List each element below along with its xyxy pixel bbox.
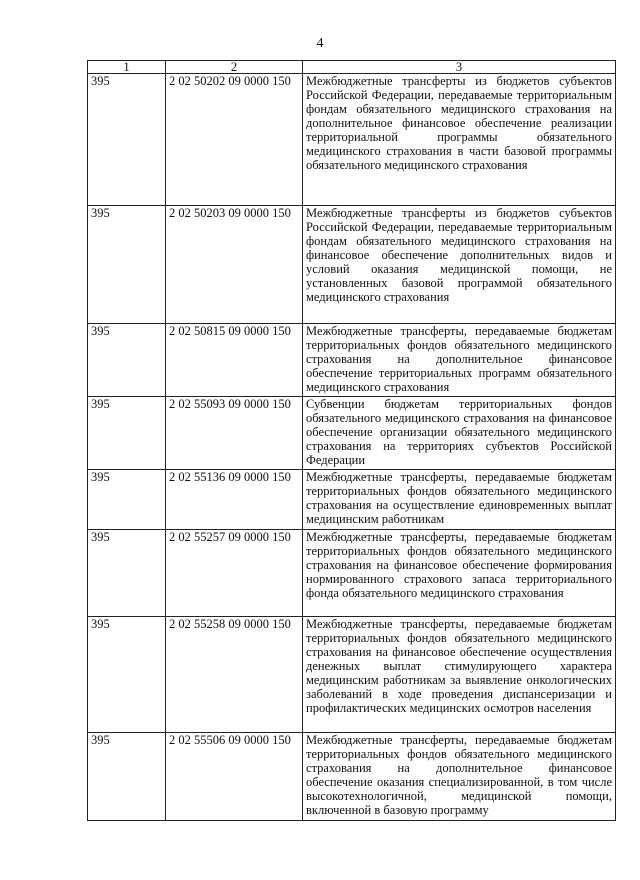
budget-code-cell: 2 02 50815 09 0000 150 bbox=[166, 324, 303, 397]
description-cell: Межбюджетные трансферты, передаваемые бюджетам территориальных фондов обязательного медицинского страхования на осуществление единовременных выплат медицинским работникам bbox=[303, 470, 616, 530]
budget-code-cell: 2 02 55506 09 0000 150 bbox=[166, 733, 303, 821]
table-row bbox=[88, 470, 616, 530]
description-cell: Межбюджетные трансферты, передаваемые бюджетам территориальных фондов обязательного медицинского страхования на дополнительное финансовое обеспечение территориальных программ обязательного медицинского страхования bbox=[303, 324, 616, 397]
budget-classification-table bbox=[87, 60, 616, 821]
budget-code-cell: 2 02 55258 09 0000 150 bbox=[166, 617, 303, 733]
admin-code-cell: 395 bbox=[88, 470, 166, 530]
table-row bbox=[88, 733, 616, 821]
budget-code-cell: 2 02 55093 09 0000 150 bbox=[166, 397, 303, 470]
description-cell: Межбюджетные трансферты из бюджетов субъектов Российской Федерации, передаваемые территориальным фондам обязательного медицинского страхования на дополнительное финансовое обеспечение реализации территориальной программы обязательного медицинского страхования в части базовой программы обязательного медицинского страхования bbox=[303, 74, 616, 206]
budget-code-cell: 2 02 50202 09 0000 150 bbox=[166, 74, 303, 206]
budget-code-cell: 2 02 55257 09 0000 150 bbox=[166, 530, 303, 617]
description-cell: Межбюджетные трансферты, передаваемые бюджетам территориальных фондов обязательного медицинского страхования на финансовое обеспечение осуществления денежных выплат стимулирующего характера медицинским работникам за выявление онкологических заболеваний в ходе проведения диспансеризации и профилактических медицинских осмотров населения bbox=[303, 617, 616, 733]
table-row bbox=[88, 397, 616, 470]
admin-code-cell: 395 bbox=[88, 617, 166, 733]
column-header-3: 3 bbox=[303, 61, 616, 74]
table-row bbox=[88, 530, 616, 617]
description-cell: Субвенции бюджетам территориальных фондов обязательного медицинского страхования на финансовое обеспечение организации обязательного медицинского страхования на территориях субъектов Российской Федерации bbox=[303, 397, 616, 470]
page-number: 4 bbox=[316, 36, 324, 51]
budget-code-cell: 2 02 50203 09 0000 150 bbox=[166, 206, 303, 324]
admin-code-cell: 395 bbox=[88, 733, 166, 821]
admin-code-cell: 395 bbox=[88, 324, 166, 397]
column-header-1: 1 bbox=[88, 61, 166, 74]
description-cell: Межбюджетные трансферты, передаваемые бюджетам территориальных фондов обязательного медицинского страхования на финансовое обеспечение формирования нормированного страхового запаса территориального фонда обязательного медицинского страхования bbox=[303, 530, 616, 617]
table-row bbox=[88, 617, 616, 733]
table-header-row bbox=[88, 61, 616, 74]
table-row bbox=[88, 74, 616, 206]
table-row bbox=[88, 324, 616, 397]
admin-code-cell: 395 bbox=[88, 530, 166, 617]
description-cell: Межбюджетные трансферты из бюджетов субъектов Российской Федерации, передаваемые территориальным фондам обязательного медицинского страхования на финансовое обеспечение дополнительных видов и условий оказания медицинской помощи, не установленных базовой программой обязательного медицинского страхования bbox=[303, 206, 616, 324]
table-row bbox=[88, 206, 616, 324]
admin-code-cell: 395 bbox=[88, 397, 166, 470]
admin-code-cell: 395 bbox=[88, 74, 166, 206]
admin-code-cell: 395 bbox=[88, 206, 166, 324]
column-header-2: 2 bbox=[166, 61, 303, 74]
description-cell: Межбюджетные трансферты, передаваемые бюджетам территориальных фондов обязательного медицинского страхования на дополнительное финансовое обеспечение оказания специализированной, в том числе высокотехнологичной, медицинской помощи, включенной в базовую программу bbox=[303, 733, 616, 821]
budget-code-cell: 2 02 55136 09 0000 150 bbox=[166, 470, 303, 530]
